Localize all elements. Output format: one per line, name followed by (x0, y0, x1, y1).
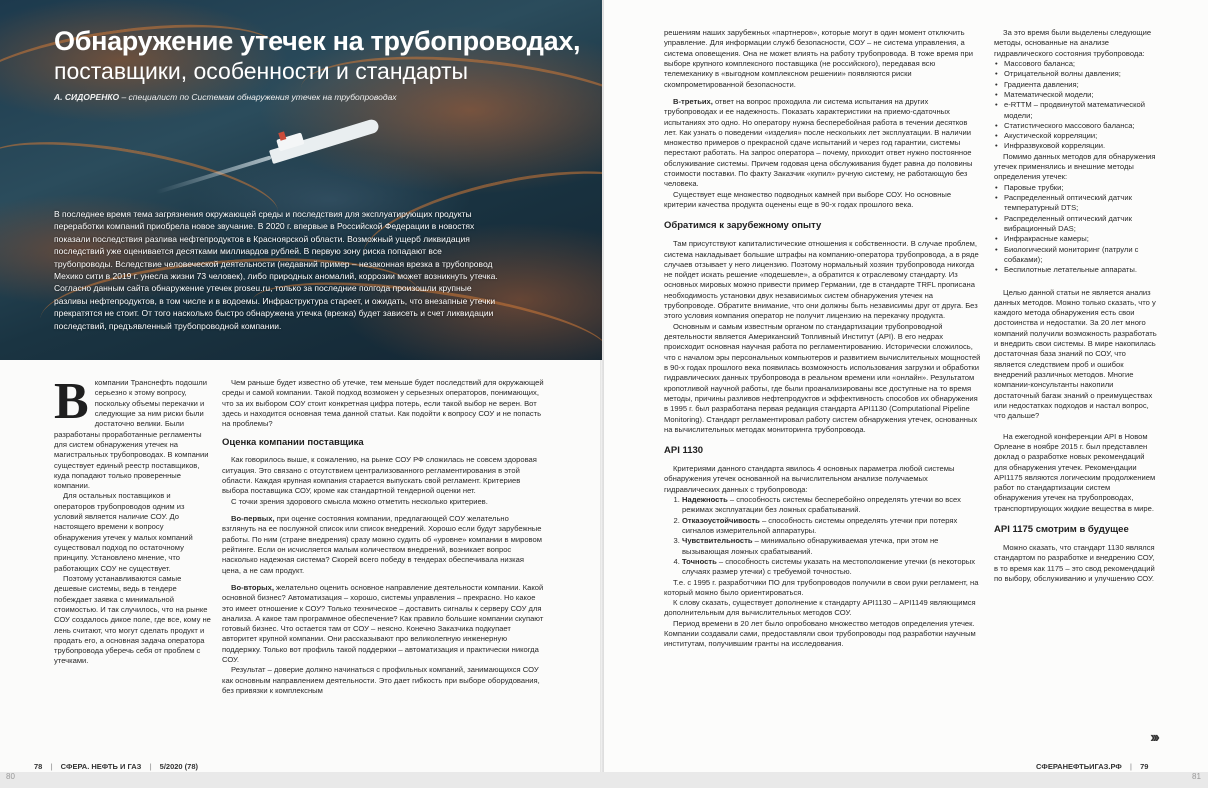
outer-page-number-left: 80 (6, 772, 15, 781)
paragraph: За это время были выделены следующие методы, основанные на анализе гидравлического состояния трубопровода: (994, 28, 1152, 58)
list-item: • Массового баланса; (1004, 59, 1158, 69)
section-heading: Оценка компании поставщика (222, 436, 364, 448)
list-item: • e-RTTM – продвинутой математической модели; (1004, 100, 1158, 121)
paragraph: Период времени в 20 лет было опробовано множество методов определения утечек. Компании создавали сами, предоставляли свои трубопроводы под разработки научным институтам, получившим гранты на исследования. (664, 618, 976, 649)
lead-in: Во-первых, (231, 514, 275, 524)
list-item: • Беспилотные летательные аппараты. (1004, 265, 1158, 275)
paragraph-text: желательно оценить основное направление деятельности компании. Какой основной бизнес? Автоматизация – хорошо, системы управления – прекрасно. Но какое это имеет отношение к СОУ? Только техническое – доставить сигналы к серверу СОУ для анализа. А какое там программное обеспечение? Как правило большие компании скупают готовый бизнес. Что остается там от СОУ – неясно. Конечно Заказчика подкупает авторитет крупной компании. Они рассказывают про великолепную инженерную поддержку. Только вот профиль такой поддержки – автоматизация и практически никогда СОУ. (222, 582, 544, 665)
magazine-name: СФЕРА. НЕФТЬ И ГАЗ (60, 762, 142, 771)
paragraph: Существует еще множество подводных камней при выборе СОУ. Но основные критерии качества продукта оценены еще в 90-х годах прошлого века. (664, 189, 952, 209)
lead-in: В-третьих, (673, 96, 713, 106)
drop-cap: В (54, 373, 89, 430)
section-heading: API 1130 (664, 445, 704, 457)
article-subtitle: поставщики, особенности и стандарты (54, 58, 469, 84)
paragraph (222, 583, 544, 666)
right-page (604, 0, 1208, 772)
tanker-ship (266, 108, 382, 169)
paragraph: Основным и самым известным органом по стандартизации трубопроводной деятельности является Американский Топливный Институт (API). В его недрах происходит основная научная работа по регламентированию. Исторически сложилось, что с началом эры персональных компьютеров и развитием вычислительных мощностей в 90-х годах прошлого века появилась возможность использования загрузки и обработки гидравлических данных трубопровода в реальном времени или «онлайн». Результатом кропотливой научной работы, где были проанализированы все доступные на то время методы, причины разливов нефтепродуктов и эффективность способов их обнаружения в 1995 г. был разработана первая редакция стандарта API1130 (Computational Pipeline Monitoring). Стандарт регламентировал работу систем обнаружения утечек, основанных на вычислительных методах мониторинга трубопровода. (664, 321, 981, 434)
list-item (682, 536, 982, 557)
paragraph (664, 97, 982, 190)
column-2 (222, 378, 544, 696)
lead-in: Во-вторых, (231, 582, 274, 592)
list-item: • Распределенный оптический датчик температурный DTS; (1004, 193, 1158, 214)
paragraph (222, 514, 544, 576)
left-page (0, 0, 602, 772)
definition: – способность системы бесперебойно определять утечки во всех режимах эксплуатации без ложных срабатываний. (682, 495, 961, 515)
lead-paragraph: В последнее время тема загрязнения окружающей среды и последствия для эксплуатирующих продукты переработки компаний приобрела новое звучание. В 2020 г. впервые в Российской Федерации в новостях показали последствия разлива нефтепродуктов в Красноярской области. Возможный ущерб ликвидация последствий уже оценивается десятками миллиардов рублей. В первую зону риска попадают все трубопроводы. Вследствие человеческой деятельности (недавний пример – незаконная врезка в трубопровод Мехико сити в 2019 г. унесла жизни 73 человек), либо природных аномалий, коррозии может возникнуть утечка. Согласно данным сайта обнаружение утечек proseu.ru, только за последние полгода произошли крупные разливы нефтепродуктов, в том числе и в водоемы. Инфраструктура стареет, и ожидать, что внезапные утечки прекратятся не стоит. От того насколько быстро обнаружена утечка (врезка) будет зависеть и счет ликвидации последствий, предъявленный трубопроводной компании. (54, 209, 498, 331)
list-item: • Акустической корреляции; (1004, 131, 1158, 141)
definition: – способность системы определять утечки при потерях сигналов измерительной аппаратуры. (682, 515, 958, 535)
list-item: • Статистического массового баланса; (1004, 121, 1158, 131)
section-heading: Обратимся к зарубежному опыту (664, 220, 822, 232)
paragraph: Чем раньше будет известно об утечке, тем меньше будет последствий для окружающей среды и самой компании. Такой подход возможен у серьезных операторов, понимающих, что за их выбором СОУ стоит конкретная цифра потерь, если такой выбор не верен. Вот здесь и находится основная тема данной статьи. Как подойти к вопросу СОУ и не попасть на проблемы? (222, 378, 544, 429)
author-name: А. СИДОРЕНКО (54, 92, 120, 102)
list-item: • Распределенный оптический датчик вибрационный DAS; (1004, 214, 1158, 235)
paragraph: Результат – доверие должно начинаться с профильных компаний, занимающихся СОУ как основным направлением деятельности. Это дает гибкость при выборе оборудования, без привязки к комплексным (222, 665, 540, 696)
term: Точность (682, 556, 717, 566)
list-item (682, 516, 982, 537)
list-item: • Математической модели; (1004, 90, 1158, 100)
section-heading: API 1175 смотрим в будущее (994, 524, 1129, 536)
column-4 (994, 28, 1158, 584)
paragraph: Поэтому устанавливаются самые дешевые системы, ведь в тендере побеждает заявка с минимальной стоимостью. И так случилось, что на рынке СОУ создалось дикое поле, где все, кому не лень считают, что могут сделать продукт и продать его, а основная задача оператора трубопровода уберечь себя от проблем с утечками. (54, 573, 211, 666)
paragraph: Для остальных поставщиков и операторов трубопроводов одним из условий является наличие СОУ. До настоящего времени к вопросу обнаружения утечек у малых компаний существовал подход по остаточному принципу. Установлено мнение, что работающих СОУ не существует. (54, 491, 193, 573)
page-number: 78 (34, 762, 43, 771)
list-item: • Биологический мониторинг (патрули с собаками); (1004, 245, 1158, 266)
continue-arrows-icon: ››› (1150, 729, 1157, 746)
paragraph: Можно сказать, что стандарт 1130 являлся стандартом по разработке и внедрению СОУ, в то время как 1175 – это свод рекомендаций по выбору, обслуживанию и улучшению СОУ. (994, 542, 1155, 583)
column-3 (664, 28, 982, 650)
issue-number: 5/2020 (78) (159, 762, 199, 771)
list-item: • Градиента давления; (1004, 80, 1158, 90)
byline (54, 92, 397, 102)
paragraph: С точки зрения здорового смысла можно отметить несколько критериев. (231, 496, 488, 506)
definition: – минимально обнаруживаемая утечка, при этом не вызывающая ложных срабатываний. (682, 536, 939, 556)
term: Чувствительность (682, 536, 753, 546)
paragraph: На ежегодной конференции API в Новом Орлеане в ноябре 2015 г. был представлен доклад о разработке новых рекомендаций для обнаружения утечек. Рекомендации API1175 являются логическим продолжением работ по стандартизации систем обнаружения утечек на трубопроводах, транспортирующих жидкие вещества в мире. (994, 431, 1156, 513)
article-title: Обнаружение утечек на трубопроводах, (54, 26, 581, 56)
external-methods-list (994, 183, 1158, 276)
paragraph: Помимо данных методов для обнаружения утечек применялись и внешние методы определения утечек: (994, 151, 1156, 182)
list-item (682, 557, 982, 578)
paragraph: решениям наших зарубежных «партнеров», которые могут в один момент отключить управление. Для информации служб безопасности, СОУ – не система управления, а система оповещения. Она не может влиять на работу трубопровода. В тоже время при выборе крупного комплексного поставщика (не российского), передавая всю телемеханику в «выгодном комплексном решении» появляются риски скомпрометированной безопасности. (664, 28, 974, 89)
author-role: – специалист по Системам обнаружения утечек на трубопроводах (121, 92, 397, 102)
footer-left: 78 | СФЕРА. НЕФТЬ И ГАЗ | 5/2020 (78) (34, 762, 199, 771)
methods-list (994, 59, 1158, 152)
paragraph: Т.е. с 1995 г. разработчики ПО для трубопроводов получили в свои руки регламент, на который можно было ориентироваться. (664, 577, 979, 597)
paragraph: Там присутствуют капиталистические отношения к собственности. В случае проблем, система накладывает большие штрафы на компанию-оператора трубопровода, а в ряде случаев отзывает у него лицензию. Поэтому нормальный хозяин трубопровода никогда не пойдет искать решение «подешевле», а обратится к отраслевому стандарту. Из основных мировых можно привести пример Германии, где в стандарте TRFL прописана необходимость установки двух независимых систем обнаружения утечек на трубопроводе. Обратите внимание, что они должны быть независимы друг от друга. Без этого условия компания оператор не получит лицензию на перекачку продукта. (664, 239, 979, 321)
paragraph: компании Транснефть подошли серьезно к этому вопросу, поскольку объемы перекачки и следующие за ним риски были достаточно велики. Были разработаны проработанные регламенты для систем обнаружения утечек на магистральных трубопроводах. В компании существует единый реестр поставщиков, куда попадают только проверенные компании. (54, 378, 209, 491)
criteria-list (664, 495, 982, 578)
paragraph: Как говорилось выше, к сожалению, на рынке СОУ РФ сложилась не совсем здоровая ситуация. Это связано с отсутствием централизованного регламентирования в этой области. Каждая крупная компания старается выпускать свой регламент. Критериев выбора поставщика СОУ, кроме как стандартной тендерной оценки нет. (222, 455, 537, 496)
paragraph-text: ответ на вопрос проходила ли система испытания на других трубопроводах и ее надежность. Показать характеристики на приемо-сдаточных испытаниях это одно. Но оператору нужна бесперебойная работа в течении десятков лет. Как узнать о поведении «изделия» после нескольких лет эксплуатации. В наличии множество примеров о прекрасной сдаче испытаний и через год гарантии, системы перестают работать. На запрос оператора – почему, приходит ответ нужно постоянное обслуживание системы. Причем годовая цена обслуживания будет равна до половины стоимости поставки. По факту Заказчик «купил» ручную систему, не работающую без человека. (664, 96, 973, 189)
hero-image-oil-spill (0, 0, 602, 360)
paragraph-text: при оценке состояния компании, предлагающей СОУ желательно взглянуть на ее послужной список или список внедрений. Хорошо если будут зарубежные работы. По ним (стране внедрения) сразу можно судить об «уровне» компании в мировом рейтинге. Если он исчисляется малым количеством внедрений, возникает вопрос насколько надежная система? Скорей всего победу в тендерах обеспечивала низкая цена, а не сам продукт. (222, 514, 542, 575)
paragraph: Критериями данного стандарта явилось 4 основных параметра любой системы обнаружения утечек основанной на вычислительном анализе получаемых гидравлических данных с трубопровода: (664, 464, 955, 494)
definition: – способность системы указать на местоположение утечки (в некоторых случаях размер утечки) с требуемой точностью. (682, 556, 976, 577)
outer-page-number-right: 81 (1192, 772, 1201, 781)
list-item: • Инфразвуковой корреляции. (1004, 141, 1158, 151)
column-1 (54, 373, 212, 667)
term: Надежность (682, 495, 728, 504)
footer-right: СФЕРАНЕФТЬИГАЗ.РФ | 79 (1036, 762, 1149, 771)
page-number: 79 (1140, 762, 1149, 771)
paragraph: Целью данной статьи не является анализ данных методов. Можно только сказать, что у каждого метода обнаружения есть свои достоинства и недостатки. За 20 лет много компаний получили возможность разработать и внедрить свои системы. В мире накопилась достаточная база знаний по СОУ, что является следствием проб и ошибок внедрений различных методов. Многие компании-консультанты накопили достаточный багаж знаний о преимуществах или недостатках подходов и настал вопрос, что дальше? (994, 287, 1157, 421)
list-item: • Паровые трубки; (1004, 183, 1158, 193)
list-item (682, 495, 982, 516)
term: Отказоустойчивость (682, 515, 760, 525)
list-item: • Отрицательной волны давления; (1004, 69, 1158, 79)
paragraph: К слову сказать, существует дополнение к стандарту API1130 – API1149 являющимся дополнительным для вычислительных методов СОУ. (664, 598, 976, 618)
website: СФЕРАНЕФТЬИГАЗ.РФ (1036, 762, 1122, 771)
list-item: • Инфракрасные камеры; (1004, 234, 1158, 244)
